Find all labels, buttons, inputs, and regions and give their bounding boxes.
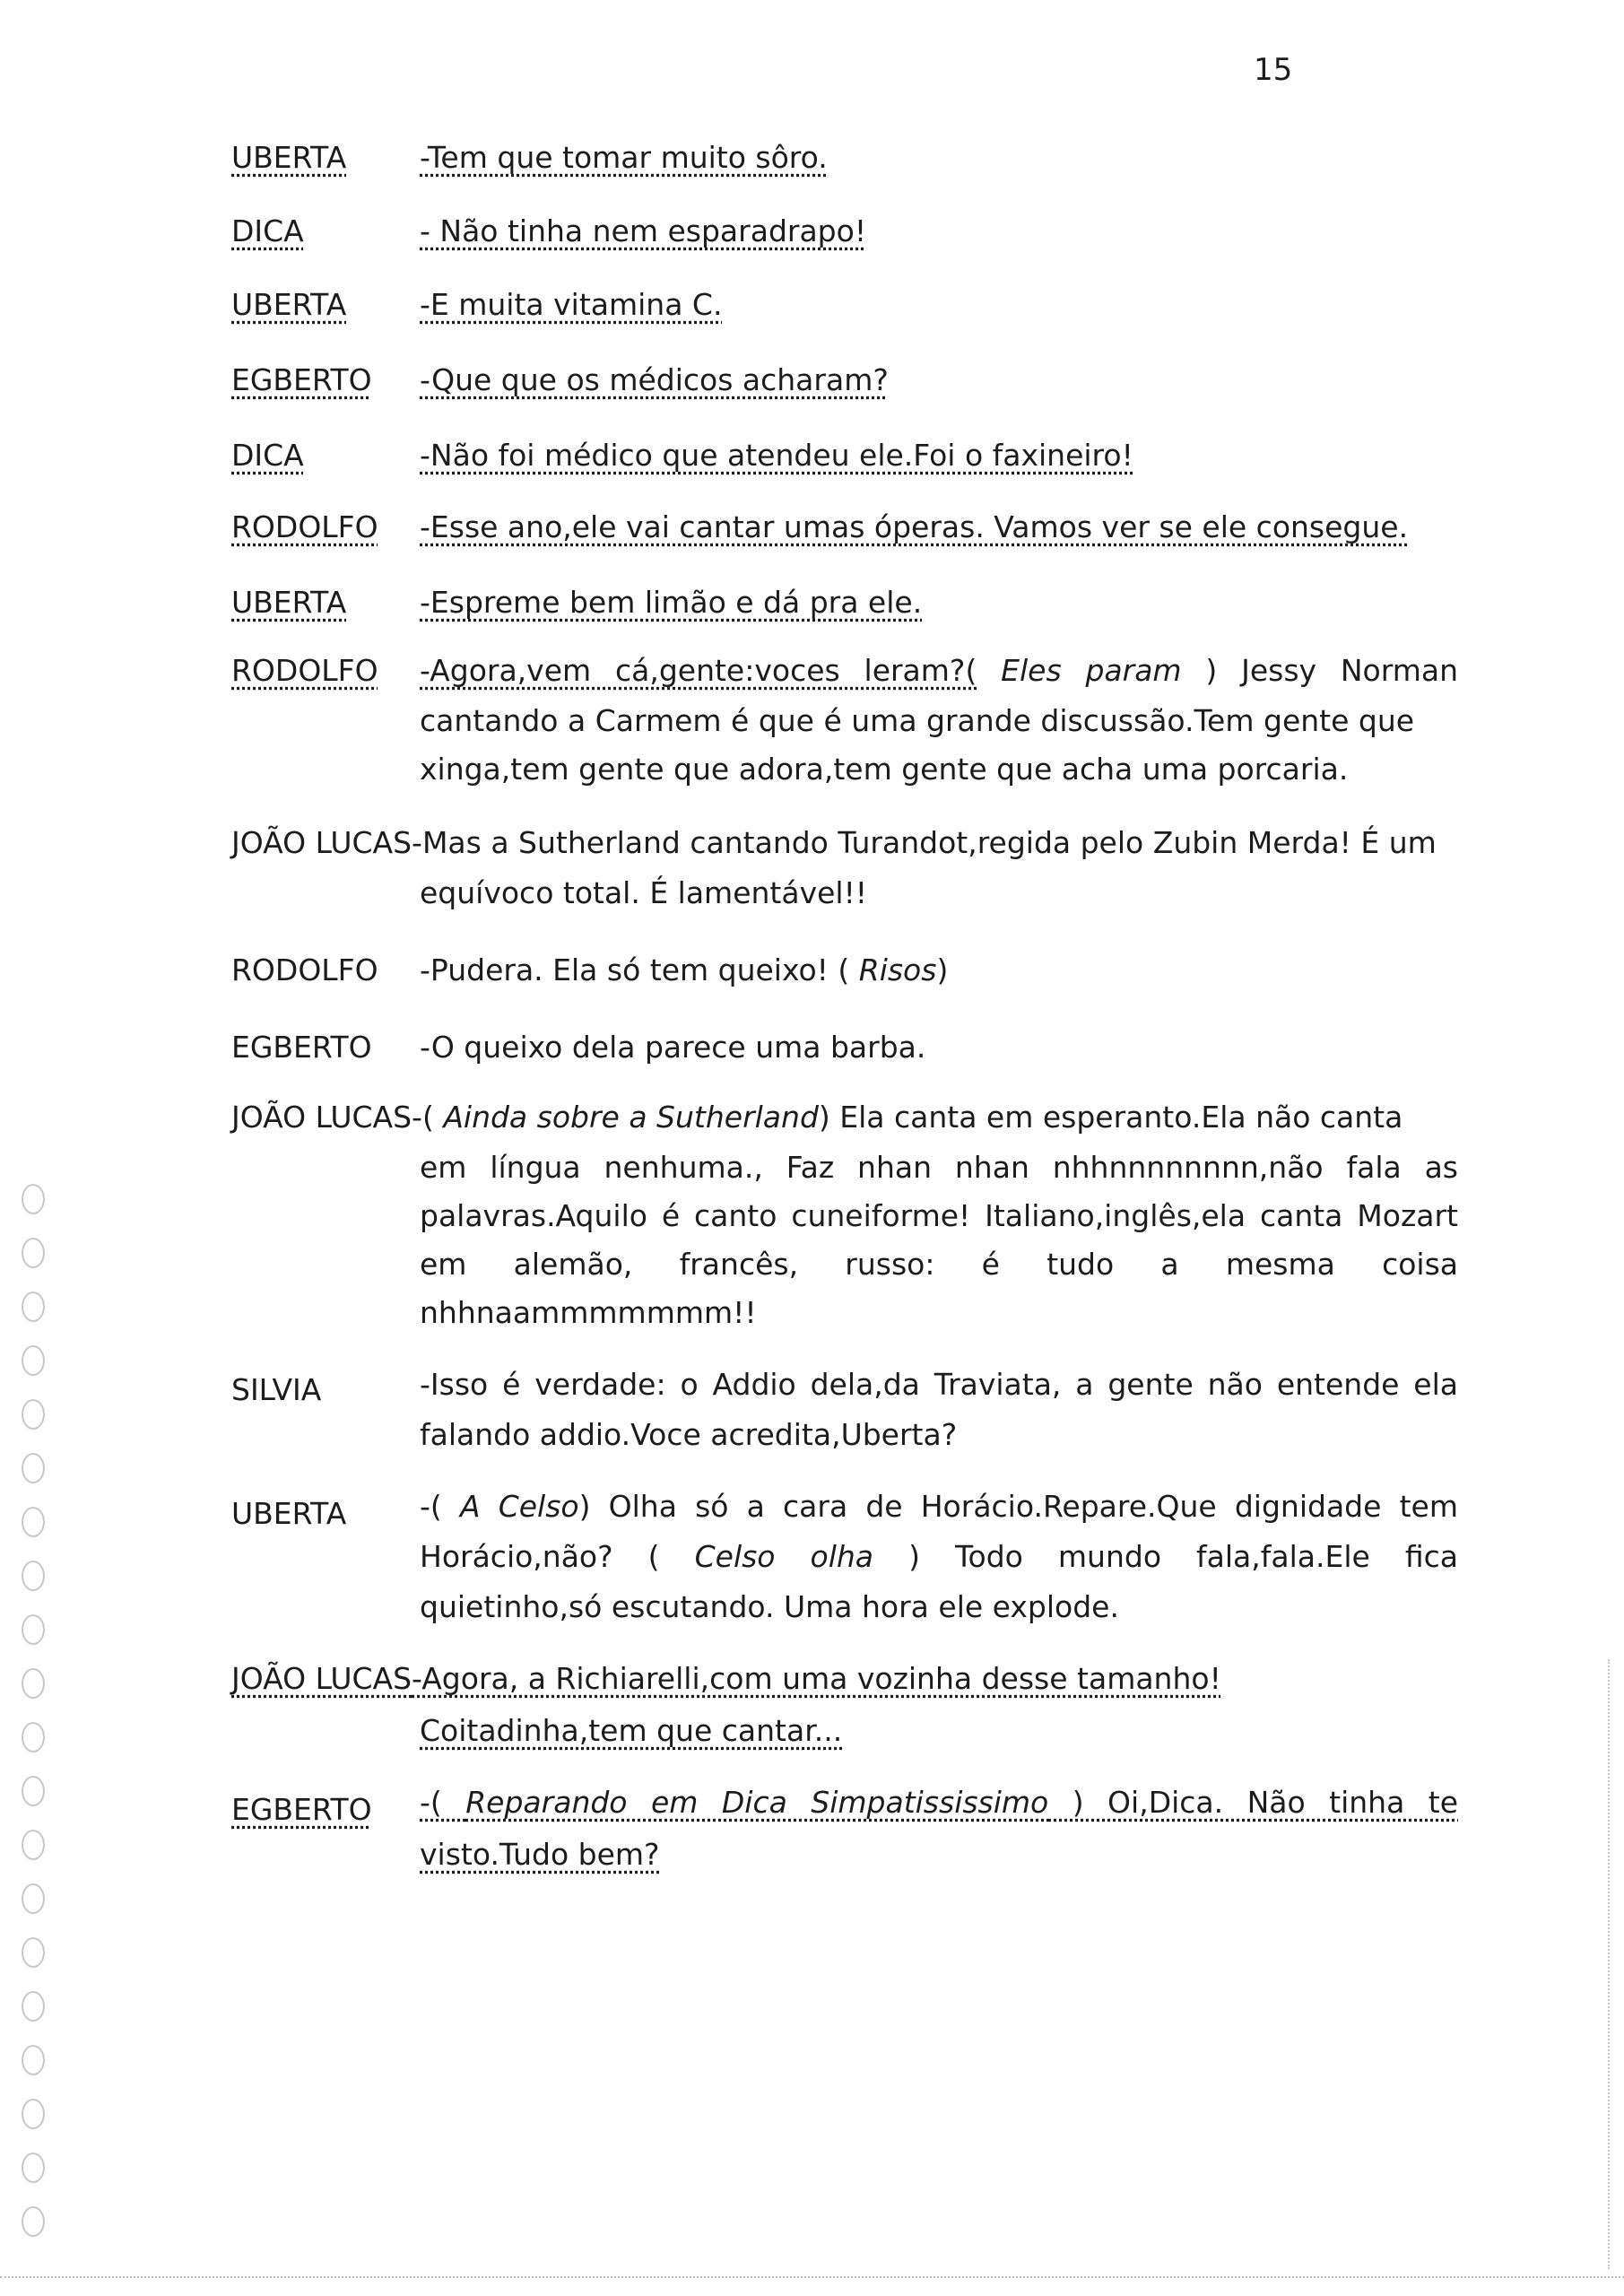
binder-hole bbox=[22, 1991, 45, 2022]
dialogue-text: -( A Celso) Olha só a cara de Horácio.Repare.Que dignidade tem bbox=[420, 1489, 1458, 1524]
dialogue-text: -Agora,vem cá,gente:voces leram?( Eles param ) Jessy Norman bbox=[420, 653, 1459, 688]
binder-hole bbox=[22, 2206, 45, 2237]
binder-hole bbox=[22, 1238, 45, 1268]
binder-hole bbox=[22, 1399, 45, 1430]
binder-hole bbox=[22, 1561, 45, 1591]
speaker-name: JOÃO LUCAS bbox=[231, 825, 413, 860]
scan-edge-bottom bbox=[0, 2276, 1624, 2278]
speaker-name: EGBERTO bbox=[231, 362, 372, 397]
binder-hole bbox=[22, 1668, 45, 1699]
binder-hole bbox=[22, 1507, 45, 1537]
binder-hole bbox=[22, 1883, 45, 1914]
speaker-name: EGBERTO bbox=[231, 1792, 372, 1827]
dialogue-line bbox=[231, 825, 1458, 861]
scan-edge-right bbox=[1608, 1659, 1610, 2269]
binder-holes bbox=[16, 1184, 52, 2260]
binder-hole bbox=[22, 1292, 45, 1322]
speaker-name: SILVIA bbox=[231, 1372, 322, 1407]
dialogue-text: -Isso é verdade: o Addio dela,da Traviata, a gente não entende ela bbox=[420, 1367, 1458, 1402]
dialogue-continuation: palavras.Aquilo é canto cuneiforme! Italiano,inglês,ela canta Mozart bbox=[420, 1198, 1458, 1233]
binder-hole bbox=[22, 1453, 45, 1483]
dialogue-continuation: quietinho,só escutando. Uma hora ele explode. bbox=[420, 1589, 1119, 1624]
dialogue-continuation: cantando a Carmem é que é uma grande discussão.Tem gente que bbox=[420, 703, 1415, 738]
speaker-name: DICA bbox=[231, 213, 304, 248]
dialogue-continuation: em língua nenhuma., Faz nhan nhan nhhnnnnnnnn,não fala as bbox=[420, 1150, 1458, 1185]
dialogue-text: - Não tinha nem esparadrapo! bbox=[420, 213, 867, 248]
dialogue-continuation: Coitadinha,tem que cantar... bbox=[420, 1713, 843, 1748]
dialogue-text: -Tem que tomar muito sôro. bbox=[420, 140, 828, 175]
stage-direction: Risos bbox=[858, 952, 937, 987]
speaker-name: UBERTA bbox=[231, 585, 347, 620]
dialogue-text: -E muita vitamina C. bbox=[420, 287, 723, 322]
page-number: 15 bbox=[1254, 52, 1293, 88]
binder-hole bbox=[22, 1830, 45, 1860]
speaker-name: JOÃO LUCAS bbox=[231, 1661, 413, 1696]
speaker-name: UBERTA bbox=[231, 287, 347, 322]
binder-hole bbox=[22, 1184, 45, 1214]
stage-direction: Celso olha bbox=[694, 1539, 874, 1574]
speaker-name: RODOLFO bbox=[231, 952, 378, 987]
binder-hole bbox=[22, 1722, 45, 1752]
stage-direction: Ainda sobre a Sutherland bbox=[443, 1100, 819, 1135]
binder-hole bbox=[22, 1345, 45, 1376]
dialogue-text: -Não foi médico que atendeu ele.Foi o faxineiro! bbox=[420, 438, 1133, 473]
dialogue-line bbox=[231, 1661, 1458, 1697]
dialogue-text: -O queixo dela parece uma barba. bbox=[420, 1030, 926, 1065]
speaker-name: UBERTA bbox=[231, 140, 347, 175]
binder-hole bbox=[22, 1776, 45, 1806]
stage-direction: A Celso bbox=[459, 1489, 579, 1524]
dialogue-continuation: xinga,tem gente que adora,tem gente que acha uma porcaria. bbox=[420, 752, 1349, 787]
dialogue-continuation: equívoco total. É lamentável!! bbox=[420, 875, 868, 910]
speaker-name: UBERTA bbox=[231, 1496, 347, 1531]
speaker-name: RODOLFO bbox=[231, 509, 378, 544]
dialogue-continuation: visto.Tudo bem? bbox=[420, 1837, 660, 1872]
dialogue-text: -Agora, a Richiarelli,com uma vozinha desse tamanho! bbox=[412, 1661, 1221, 1696]
dialogue-text: -Que que os médicos acharam? bbox=[420, 362, 889, 397]
speaker-name: DICA bbox=[231, 438, 304, 473]
binder-hole bbox=[22, 2099, 45, 2129]
binder-hole bbox=[22, 1937, 45, 1968]
speaker-name: JOÃO LUCAS bbox=[231, 1100, 413, 1135]
stage-direction: Eles param bbox=[977, 653, 1206, 688]
dialogue-text: -( Reparando em Dica Simpatississimo ) Oi,Dica. Não tinha te bbox=[420, 1785, 1459, 1820]
binder-hole bbox=[22, 2152, 45, 2183]
dialogue-continuation: Horácio,não? ( Celso olha ) Todo mundo fala,fala.Ele fica bbox=[420, 1539, 1459, 1574]
dialogue-continuation: falando addio.Voce acredita,Uberta? bbox=[420, 1417, 958, 1452]
dialogue-text: -Esse ano,ele vai cantar umas óperas. Vamos ver se ele consegue. bbox=[420, 509, 1409, 544]
stage-direction: Reparando em Dica Simpatississimo bbox=[465, 1785, 1049, 1820]
binder-hole bbox=[22, 2045, 45, 2075]
dialogue-continuation: em alemão, francês, russo: é tudo a mesma coisa bbox=[420, 1247, 1458, 1282]
dialogue-continuation: nhhnaammmmmmm!! bbox=[420, 1295, 757, 1330]
dialogue-text: -Pudera. Ela só tem queixo! ( Risos) bbox=[420, 952, 949, 987]
dialogue-text: -Espreme bem limão e dá pra ele. bbox=[420, 585, 923, 620]
dialogue-line: JOÃO LUCAS-( Ainda sobre a Sutherland) Ela canta em esperanto.Ela não canta bbox=[231, 1100, 1403, 1135]
speaker-name: RODOLFO bbox=[231, 653, 378, 688]
dialogue-text: -Mas a Sutherland cantando Turandot,regida pelo Zubin Merda! É um bbox=[412, 825, 1437, 860]
binder-hole bbox=[22, 1614, 45, 1645]
speaker-name: EGBERTO bbox=[231, 1030, 372, 1065]
